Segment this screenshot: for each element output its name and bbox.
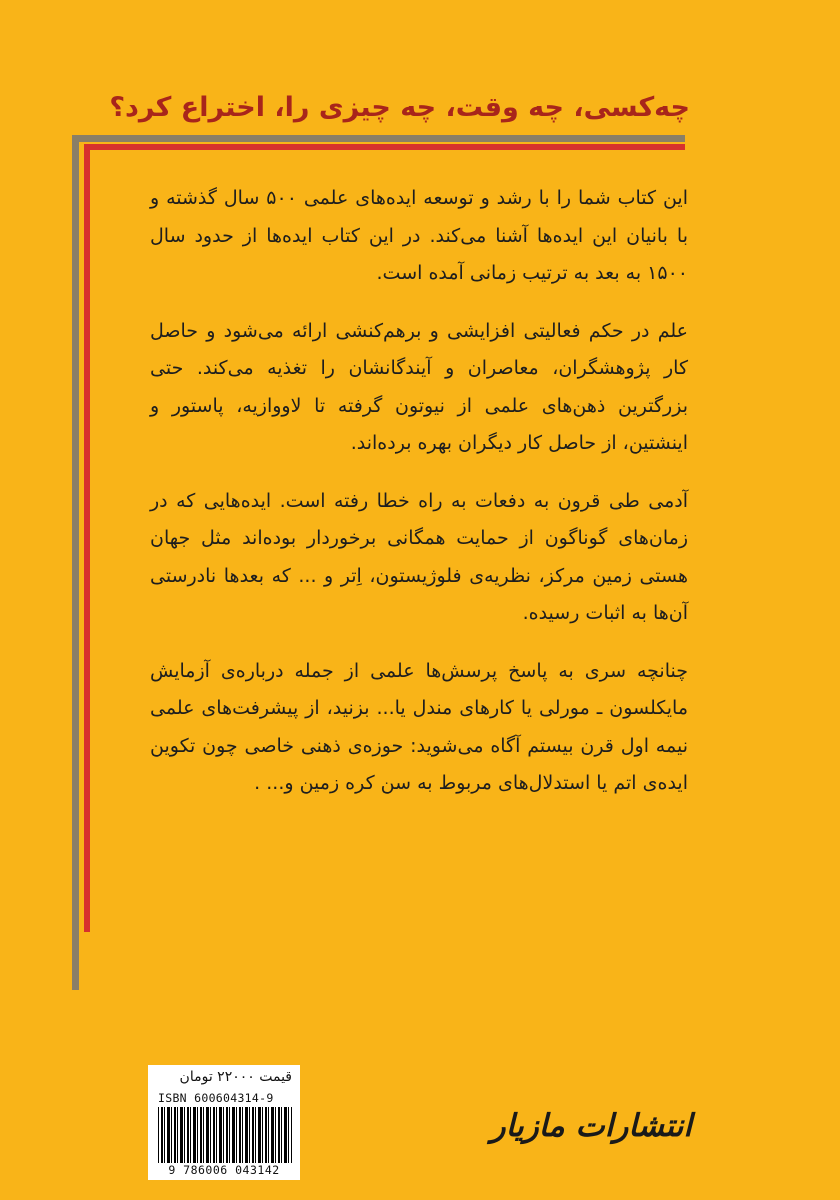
blurb-paragraph-4: چنانچه سری به پاسخ پرسش‌ها علمی از جمله درباره‌ی آزمایش مایکلسون ـ مورلی یا کارهای مندل یا... بزنید، از پیشرفت‌های علمی نیمه اول قرن بیستم آگاه می‌شوید: حوزه‌ی ذهنی خاصی چون تکوین ایده‌ی اتم یا استدلال‌های مربوط به سن کره زمین و... . xyxy=(150,659,688,794)
book-title: چه‌کسی، چه وقت، چه چیزی را، اختراع کرد؟ xyxy=(109,92,690,123)
blurb-paragraph-1: این کتاب شما را با رشد و توسعه ایده‌های علمی ۵۰۰ سال گذشته و با بانیان این ایده‌ها آشنا می‌کند. در این کتاب ایده‌ها از حدود سال ۱۵۰۰ به بعد به ترتیب زمانی آمده است. xyxy=(150,187,688,284)
blurb-text xyxy=(150,180,688,823)
frame-left-red-line xyxy=(84,144,90,932)
blurb-paragraph-2: علم در حکم فعالیتی افزایشی و برهم‌کنشی ارائه می‌شود و حاصل کار پژوهشگران، معاصران و آیندگانشان را تغذیه می‌کند. حتی بزرگترین ذهن‌های علمی از نیوتون گرفته تا لاووازیه، پاستور و اینشتین، از حاصل کار دیگران بهره برده‌اند. xyxy=(150,319,688,454)
frame-left-gray-line xyxy=(72,135,79,990)
publisher-logo: انتشارات مازیار xyxy=(490,1108,692,1144)
barcode-label xyxy=(148,1065,300,1180)
price-text: قیمت ۲۲۰۰۰ تومان xyxy=(179,1069,292,1085)
barcode-bars xyxy=(158,1107,292,1163)
blurb-paragraph-3: آدمی طی قرون به دفعات به راه خطا رفته است. ایده‌هایی که در زمان‌های گوناگون از حمایت همگانی برخوردار بوده‌اند مثل جهان هستی زمین مرکز، نظریه‌ی فلوژیستون، اِتر و ... که بعدها نادرستی آن‌ها به اثبات رسیده. xyxy=(150,489,688,624)
barcode-digits: 9 786006 043142 xyxy=(168,1163,280,1177)
frame-top-gray-line xyxy=(72,135,685,142)
isbn-text: ISBN 600604314-9 xyxy=(158,1091,274,1105)
frame-top-red-line xyxy=(84,144,685,150)
